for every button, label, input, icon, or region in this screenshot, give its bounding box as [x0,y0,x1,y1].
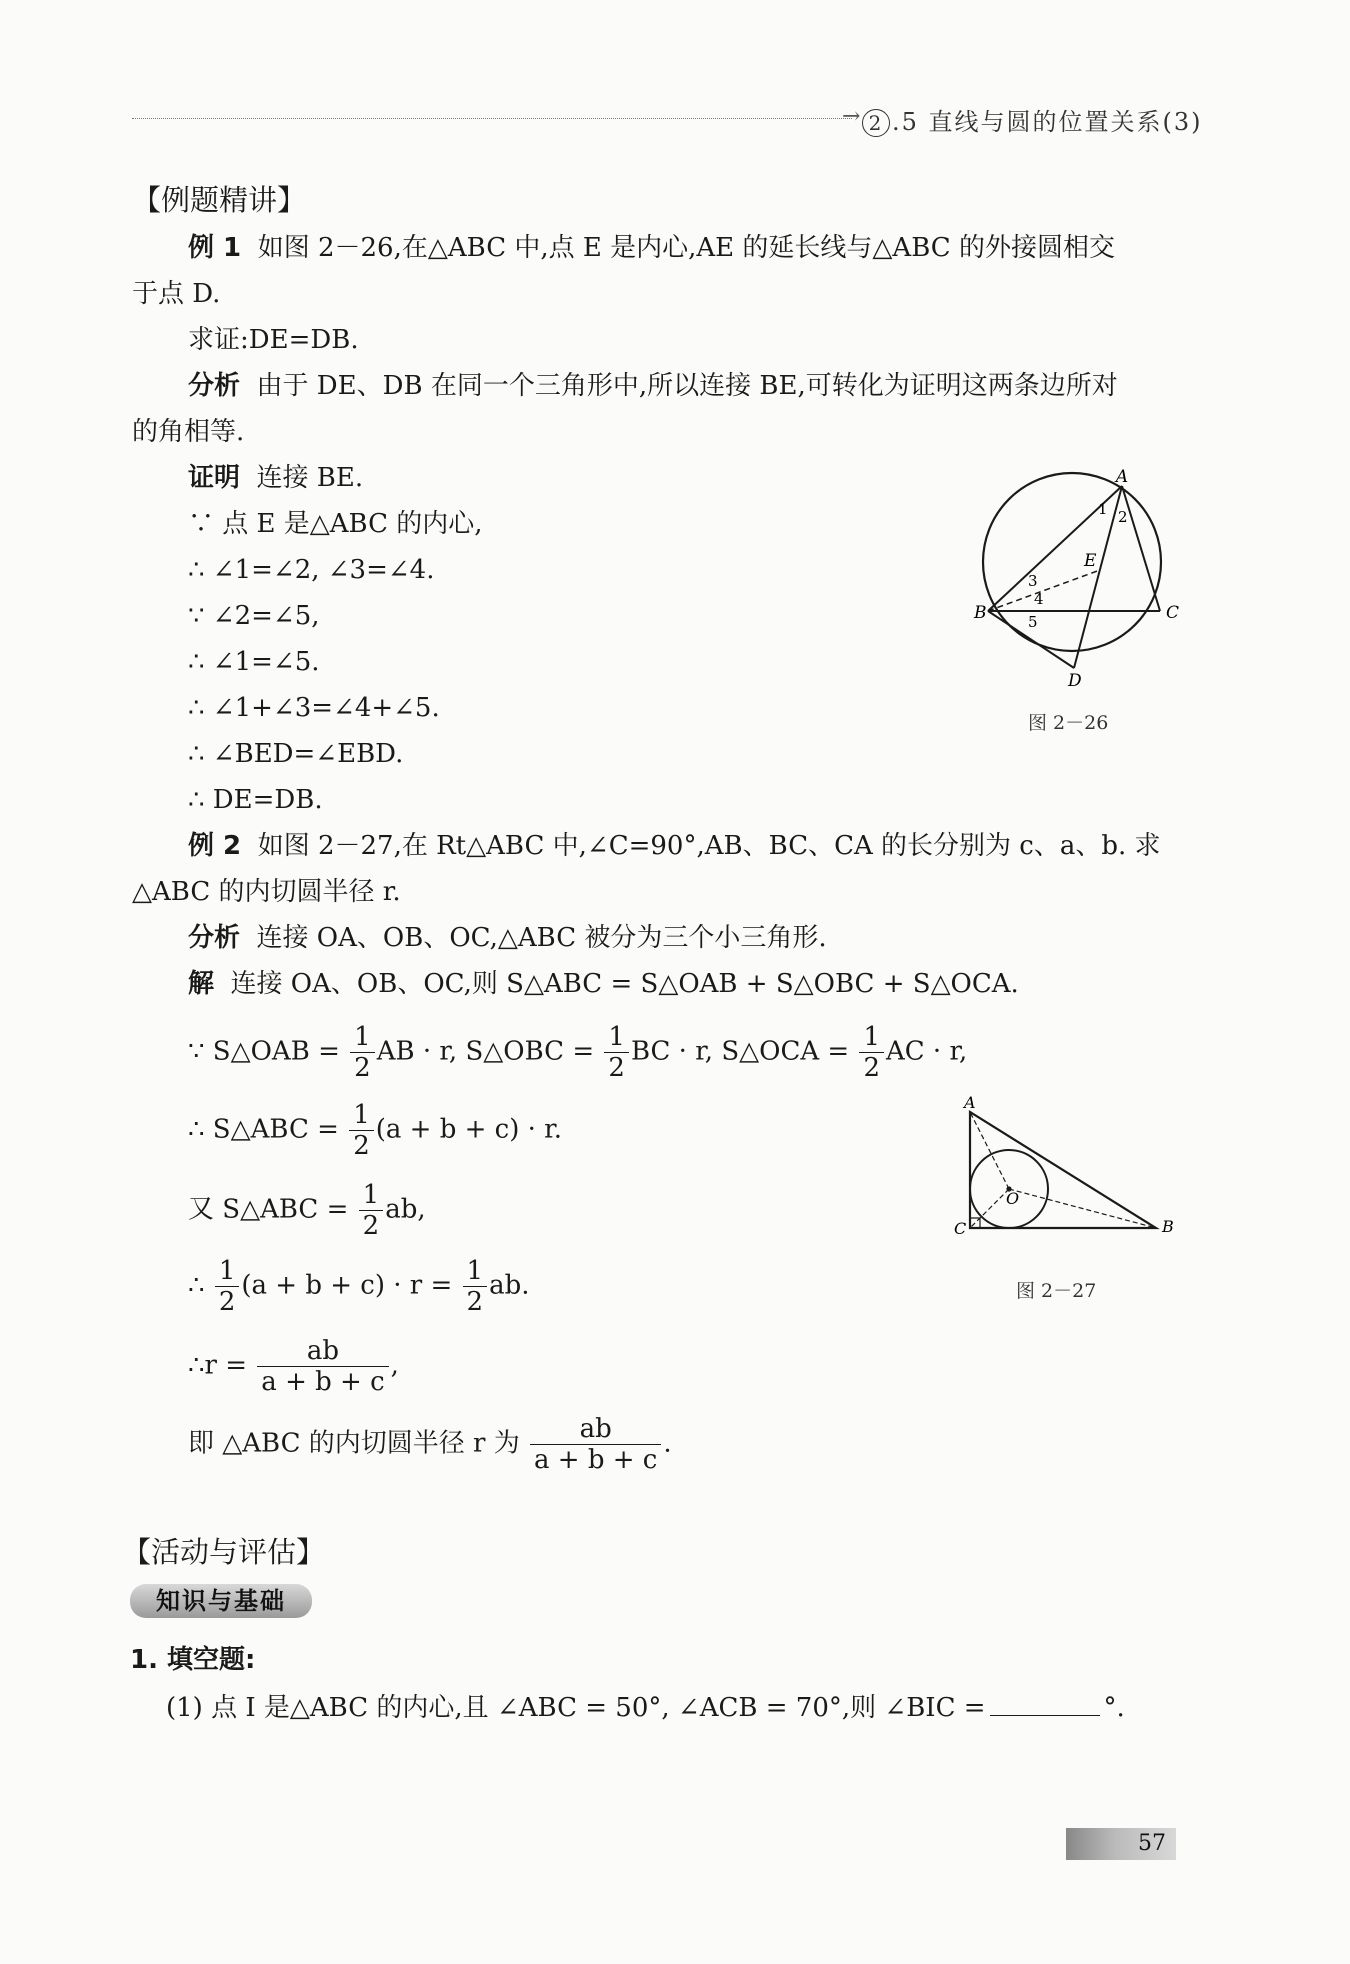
question-1-label: 1. 填空题: [130,1645,256,1675]
proof-step: ∴ ∠BED=∠EBD. [188,739,404,769]
fraction-half [463,1256,488,1317]
angle-4: 4 [1034,590,1044,608]
frac-den: 2 [466,1287,484,1317]
label-b: B [974,603,987,623]
ex2-text1: 如图 2－27,在 Rt△ABC 中,∠C=90°,AB、BC、CA 的长分别为 c、a、b. 求 [257,831,1161,861]
frac-den: a + b + c [534,1445,658,1475]
eq-4-b: (a + b + c) · r = [241,1270,453,1301]
frac-num: 1 [859,1022,884,1053]
eq-5-b: , [390,1350,399,1381]
header-rule [132,118,852,119]
example-section-title: 【例题精讲】 [132,183,307,217]
fraction-half [359,1180,384,1241]
ex2-label: 例 2 [188,831,242,861]
eq-1-d: AC · r, [885,1036,968,1067]
answer-blank[interactable] [990,1715,1100,1716]
eq-5 [188,1336,399,1397]
eq-1-a: ∵ S△OAB = [188,1036,340,1067]
eq-4-c: ab. [489,1270,530,1301]
eq-3-a: 又 S△ABC = [188,1194,349,1225]
question-1-title [130,1642,255,1678]
knowledge-badge: 知识与基础 [130,1584,312,1618]
frac-num: 1 [463,1256,488,1287]
fraction-half [350,1022,375,1083]
ex1-line2: 于点 D. [132,279,221,309]
figure-2-27-caption: 图 2－27 [1016,1280,1097,1302]
proof-step: ∴ ∠1+∠3=∠4+∠5. [188,693,440,723]
label-a: A [964,1094,976,1112]
proof-step: ∴ ∠1=∠2, ∠3=∠4. [188,555,435,585]
frac-den: 2 [362,1211,380,1241]
eq-1-b: AB · r, S△OBC = [376,1036,595,1067]
proof-step: ∵ 点 E 是△ABC 的内心, [188,509,483,539]
frac-den: 2 [353,1131,370,1161]
frac-den: 2 [354,1053,371,1083]
final-answer [188,1414,672,1475]
ex2-line2: △ABC 的内切圆半径 r. [132,877,401,907]
ex1-proof-label: 证明 [188,463,241,493]
question-1-sub [166,1690,1125,1726]
header-arrow-icon: → [842,104,861,129]
angle-2: 2 [1118,508,1128,526]
label-c: C [1166,603,1180,623]
fraction-half [604,1022,629,1083]
figure-2-26 [970,458,1210,698]
header-title [862,102,1203,137]
frac-den: 2 [863,1053,880,1083]
eq-4-a: ∴ [188,1270,205,1301]
frac-num: 1 [215,1256,240,1287]
fraction-half [349,1100,374,1161]
ex2-line1 [188,828,1161,864]
figure-2-26-caption: 图 2－26 [1028,712,1109,734]
eq-5-a: ∴r = [188,1350,248,1381]
ex2-analysis-text: 连接 OA、OB、OC,△ABC 被分为三个小三角形. [256,923,827,953]
frac-num: 1 [349,1100,374,1131]
frac-num: 1 [604,1022,629,1053]
question-1-tail: °. [1103,1693,1125,1723]
figure-2-27 [950,1094,1180,1244]
ex2-analysis-label: 分析 [188,923,241,953]
proof-step: ∴ ∠1=∠5. [188,647,320,677]
ex1-analysis-label: 分析 [188,371,241,401]
header-section: .5 直线与圆的位置关系(3) [892,108,1203,136]
eq-1 [188,1022,967,1083]
header-circled-number: 2 [862,109,890,137]
label-a: A [1115,467,1129,487]
ex2-solution [188,966,1019,1002]
label-c: C [954,1219,967,1238]
eq-1-c: BC · r, S△OCA = [630,1036,850,1067]
line-be-dashed [988,570,1100,611]
angle-3: 3 [1028,572,1038,590]
label-e: E [1084,551,1097,571]
ex1-proof-first: 连接 BE. [256,463,364,493]
fraction-r [257,1336,388,1397]
frac-den: 2 [218,1287,236,1317]
proof-step: ∵ ∠2=∠5, [188,601,320,631]
fraction-half [859,1022,884,1083]
angle-1: 1 [1098,500,1108,518]
proof-step: ∴ DE=DB. [188,785,323,815]
ex1-text1: 如图 2－26,在△ABC 中,点 E 是内心,AE 的延长线与△ABC 的外接圆相交 [257,233,1115,263]
eq-3 [188,1180,426,1241]
right-triangle [970,1112,1156,1228]
final-a: 即 △ABC 的内切圆半径 r 为 [188,1428,520,1459]
ex2-analysis [188,920,827,956]
frac-num: 1 [350,1022,375,1053]
label-b: B [1162,1217,1174,1236]
frac-num: ab [257,1336,388,1367]
page-number: 57 [1066,1828,1176,1860]
eq-2-a: ∴ S△ABC = [188,1114,339,1145]
label-d: D [1068,671,1082,691]
frac-num: ab [530,1414,661,1445]
activity-section-title: 【活动与评估】 [122,1535,326,1569]
fraction-half [215,1256,240,1317]
ex2-solution-label: 解 [188,969,215,999]
fraction-r [530,1414,661,1475]
ex1-analysis-text1: 由于 DE、DB 在同一个三角形中,所以连接 BE,可转化为证明这两条边所对 [256,371,1118,401]
ex1-analysis-2: 的角相等. [132,417,245,447]
ex2-solution-text: 连接 OA、OB、OC,则 S△ABC = S△OAB + S△OBC + S△OCA. [230,969,1019,999]
ex1-analysis [188,368,1118,404]
angle-5: 5 [1028,613,1038,631]
frac-num: 1 [359,1180,384,1211]
ex1-prove: 求证:DE=DB. [188,325,359,355]
eq-3-b: ab, [385,1194,426,1225]
frac-den: 2 [608,1053,625,1083]
label-o: O [1006,1189,1020,1208]
ex1-label: 例 1 [188,233,242,263]
eq-2-b: (a + b + c) · r. [375,1114,562,1145]
ex1-proof [188,460,363,496]
eq-2 [188,1100,562,1161]
final-b: . [663,1428,672,1459]
ex1-line1 [188,230,1115,266]
frac-den: a + b + c [261,1367,385,1397]
eq-4 [188,1256,530,1317]
question-1-text: (1) 点 I 是△ABC 的内心,且 ∠ABC = 50°, ∠ACB = 70°,则 ∠BIC = [166,1693,986,1723]
